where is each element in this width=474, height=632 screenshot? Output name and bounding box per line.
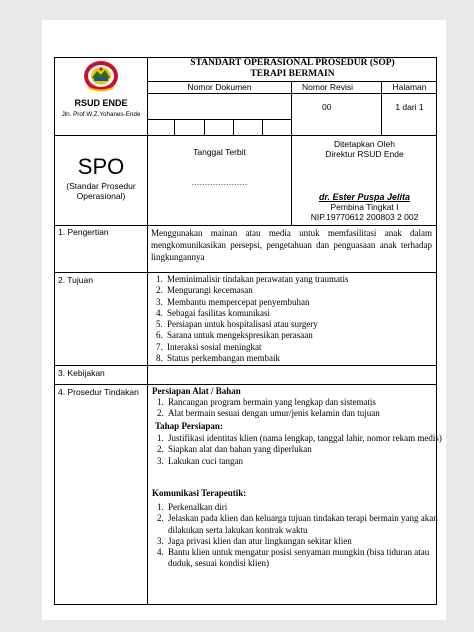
list-item: 3. Membantu mempercepat penyembuhan [165, 297, 445, 308]
signer-nip: NIP.19770612 200803 2 002 [310, 212, 419, 222]
komunikasi-heading: Komunikasi Terapeutik: [152, 488, 247, 498]
halaman-label: Halaman [392, 82, 427, 92]
nomor-revisi-value: 00 [322, 102, 332, 112]
komunikasi-list [152, 502, 446, 570]
persiapan-list [152, 397, 446, 420]
list-item: 1. Perkenalkan diri [166, 502, 446, 513]
org-name: RSUD ENDE [74, 98, 128, 108]
list-item: 4. Sebagai fasilitas komunikasi [165, 308, 445, 319]
pengertian-label: 1. Pengertian [58, 227, 109, 237]
document-title-line1: STANDART OPERASIONAL PROSEDUR (SOP) [190, 58, 395, 68]
list-item: 2. Jelaskan pada klien dan keluarga tujuan tindakan terapi bermain yang akan dilakukan serta lakukan kontrak waktu [166, 513, 446, 536]
org-address: Jln. Prof.W.Z.Yohanes-Ende [61, 111, 141, 118]
halaman-value: 1 dari 1 [395, 102, 424, 112]
list-item: 4. Bantu klien untuk mengatur posisi senyaman mungkin (bisa tiduran atau duduk, sesuai kondisi klien) [166, 547, 446, 570]
list-item: 2. Siapkan alat dan bahan yang diperlukan [166, 444, 446, 455]
list-item: 5. Persiapan untuk hospitalisasi atau surgery [165, 319, 445, 330]
spo-title: SPO [77, 154, 125, 179]
list-item: 6. Sarana untuk mengekspresikan perasaan [165, 330, 445, 341]
persiapan-heading: Persiapan Alat / Bahan [152, 386, 241, 396]
ditetapkan-oleh: Ditetapkan Oleh [334, 139, 395, 149]
spo-subtitle-line2: Operasional) [76, 191, 126, 201]
tujuan-list [151, 274, 445, 364]
prosedur-label: 4. Prosedur Tindakan [58, 387, 139, 397]
signer-name: dr. Ester Puspa Jelita [318, 192, 411, 202]
direktur-title: Direktur RSUD Ende [325, 149, 404, 159]
pengertian-text: Menggunakan mainan atau media untuk memfasilitasi anak dalam mengkomunikasikan persepsi, pengetahuan dan penguasaan anak terhadap lingkungannya [151, 228, 432, 262]
tanggal-terbit-label: Tanggal Terbit [193, 147, 246, 157]
tujuan-label: 2. Tujuan [58, 275, 93, 285]
list-item: 2. Alat bermain sesuai dengan umur/jenis kelamin dan tujuan [166, 408, 446, 419]
tanggal-terbit-value: ………………… [191, 178, 248, 187]
list-item: 3. Lakukan cuci tangan [166, 456, 446, 467]
list-item: 1. Rancangan program bermain yang lengkap dan sistematis [166, 397, 446, 408]
list-item: 8. Status perkembangan membaik [165, 353, 445, 364]
nomor-dokumen-label: Nomor Dokumen [187, 82, 252, 92]
list-item: 3. Jaga privasi klien dan atur lingkungan sekitar klien [166, 536, 446, 547]
document-title-line2: TERAPI BERMAIN [250, 69, 335, 79]
list-item: 1. Meminimalisir tindakan perawatan yang traumatis [165, 274, 445, 285]
list-item: 2. Mengurangi kecemasan [165, 285, 445, 296]
rsud-logo-icon [83, 60, 119, 92]
tahap-heading: Tahap Persiapan: [155, 421, 223, 431]
list-item: 1. Justifikasi identitas klien (nama lengkap, tanggal lahir, nomor rekam medis) [166, 433, 446, 444]
signer-rank: Pembina Tingkat I [330, 202, 399, 212]
kebijakan-label: 3. Kebijakan [58, 368, 105, 378]
spo-subtitle-line1: (Standar Prosedur [66, 181, 136, 191]
tahap-list [152, 433, 446, 467]
list-item: 7. Interaksi sosial meningkat [165, 342, 445, 353]
nomor-revisi-label: Nomor Revisi [302, 82, 354, 92]
